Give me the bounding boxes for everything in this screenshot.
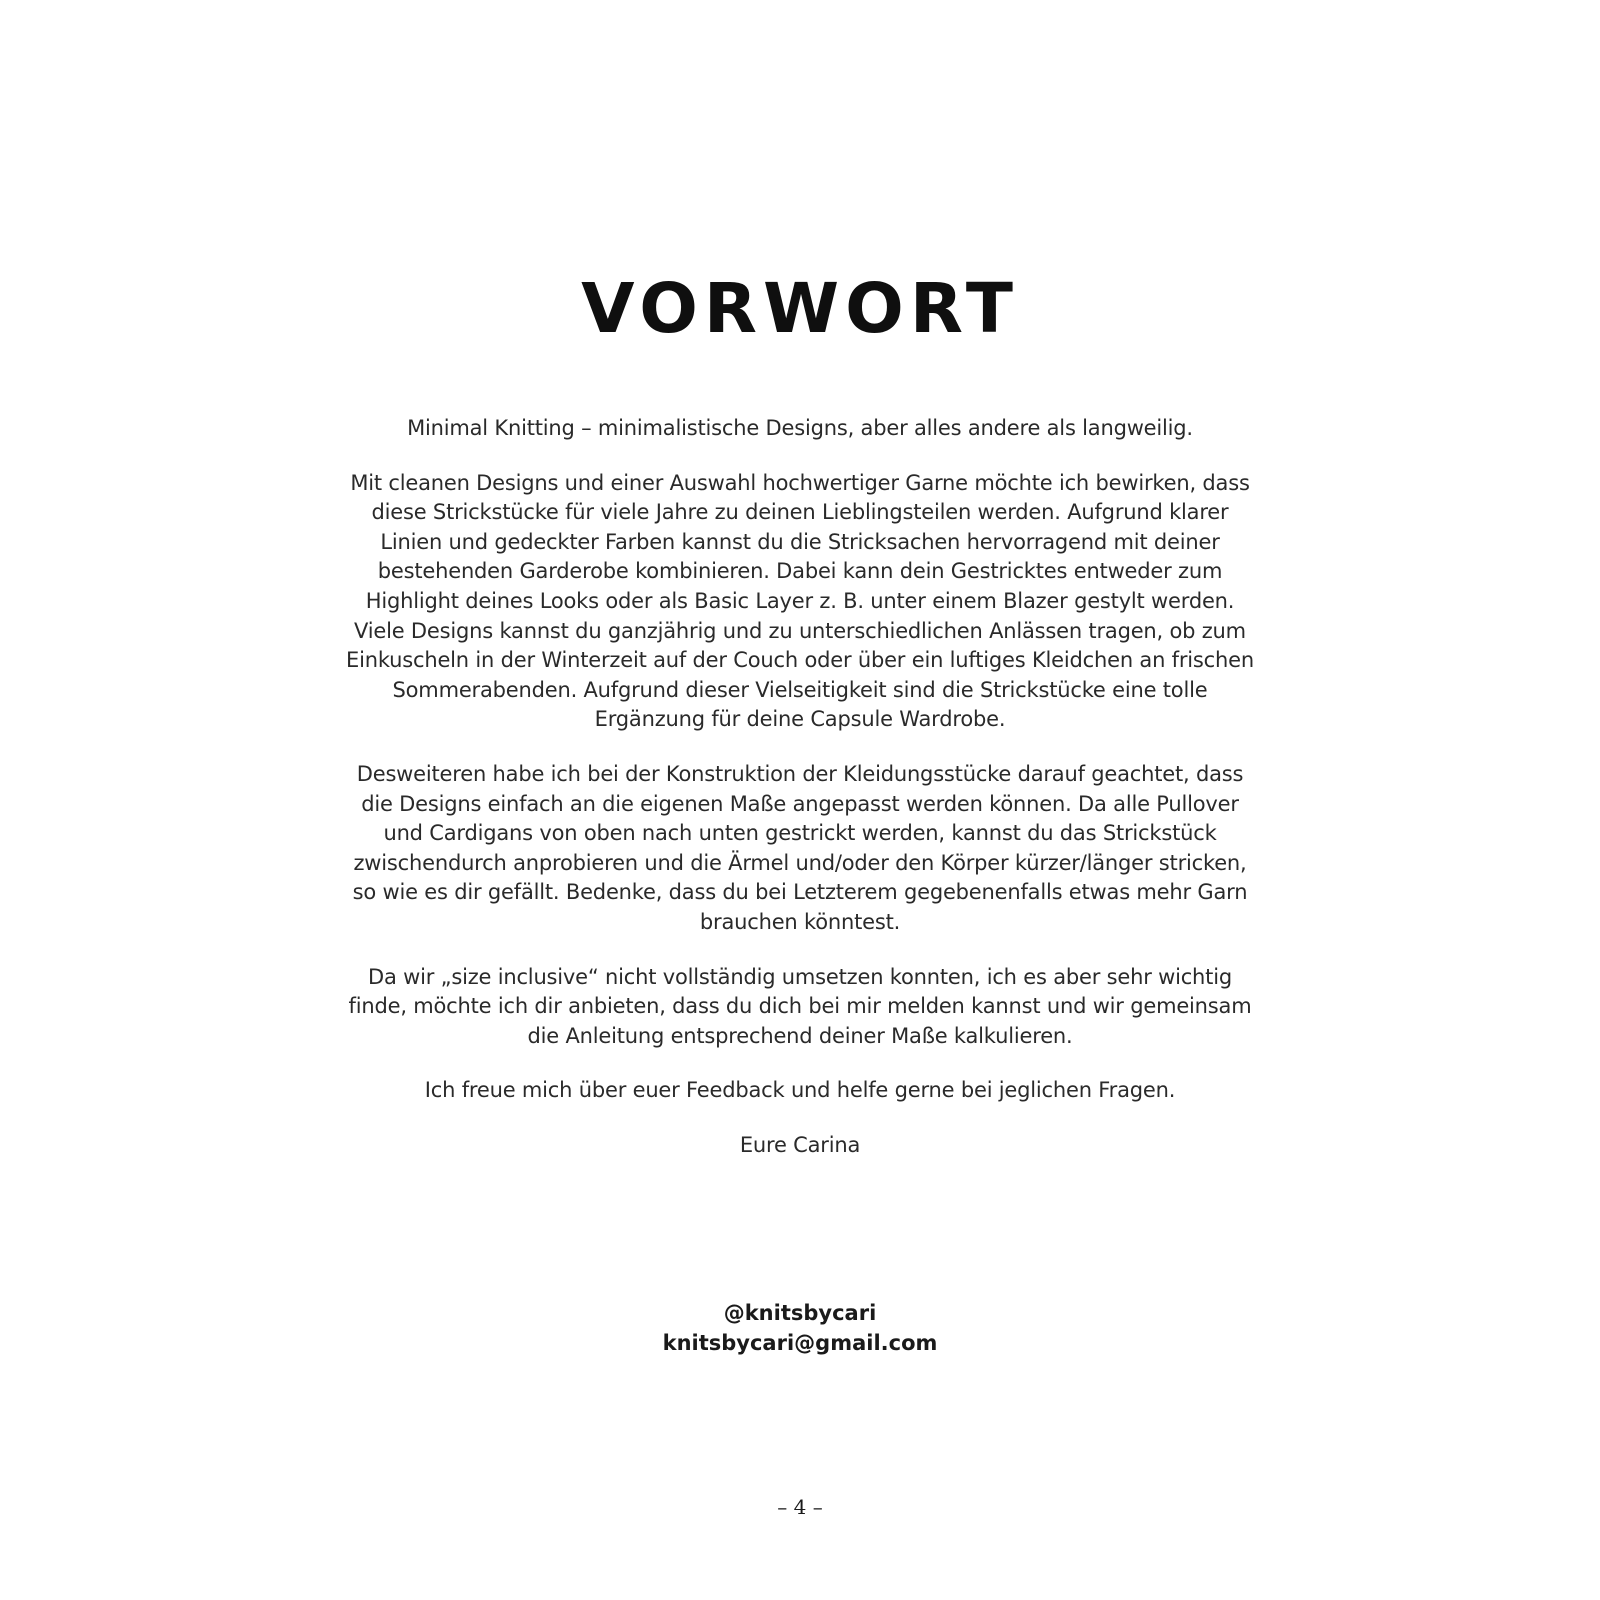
signature: Eure Carina xyxy=(739,1132,861,1157)
foreword-text xyxy=(340,414,1260,1185)
social-handle: @knitsbycari xyxy=(723,1301,877,1325)
paragraph-intro: Minimal Knitting – minimalistische Designs, aber alles andere als langweilig. xyxy=(407,416,1193,440)
contact-block xyxy=(0,1298,1600,1358)
paragraph-feedback: Ich freue mich über euer Feedback und helfe gerne bei jeglichen Fragen. xyxy=(424,1078,1176,1103)
paragraph-designs: Mit cleanen Designs und einer Auswahl hochwertiger Garne möchte ich bewirken, dass diese Strickstücke für viele Jahre zu deinen Lieblingsteilen werden. Aufgrund klarer Linien und gedeckter Farben kannst du die Stricksachen hervorragend mit deiner bestehenden Garderobe kombinieren. Dabei kann dein Gestricktes entweder zum Highlight deines Looks oder als Basic Layer z. B. unter einem Blazer gestylt werden. Viele Designs kannst du ganzjährig und zu unterschiedlichen Anlässen tragen, ob zum Einkuscheln in der Winterzeit auf der Couch oder über ein luftiges Kleidchen an frischen Sommerabenden. Aufgrund dieser Vielseitigkeit sind die Strickstücke eine tolle Ergänzung für deine Capsule Wardrobe. xyxy=(346,470,1254,732)
email-address: knitsbycari@gmail.com xyxy=(662,1331,938,1355)
page-title: VORWORT xyxy=(581,269,1019,349)
page-number: – 4 – xyxy=(777,1495,823,1519)
paragraph-construction: Desweiteren habe ich bei der Konstruktion der Kleidungsstücke darauf geachtet, dass die Designs einfach an die eigenen Maße angepasst werden können. Da alle Pullover und Cardigans von oben nach unten gestrickt werden, kannst du das Strickstück zwischendurch anprobieren und die Ärmel und/oder den Körper kürzer/länger stricken, so wie es dir gefällt. Bedenke, dass du bei Letzterem gegebenenfalls etwas mehr Garn brauchen könntest. xyxy=(352,761,1248,934)
paragraph-size-inclusive: Da wir „size inclusive“ nicht vollständig umsetzen konnten, ich es aber sehr wichtig finde, möchte ich dir anbieten, dass du dich bei mir melden kannst und wir gemeinsam die Anleitung entsprechend deiner Maße kalkulieren. xyxy=(348,964,1252,1048)
